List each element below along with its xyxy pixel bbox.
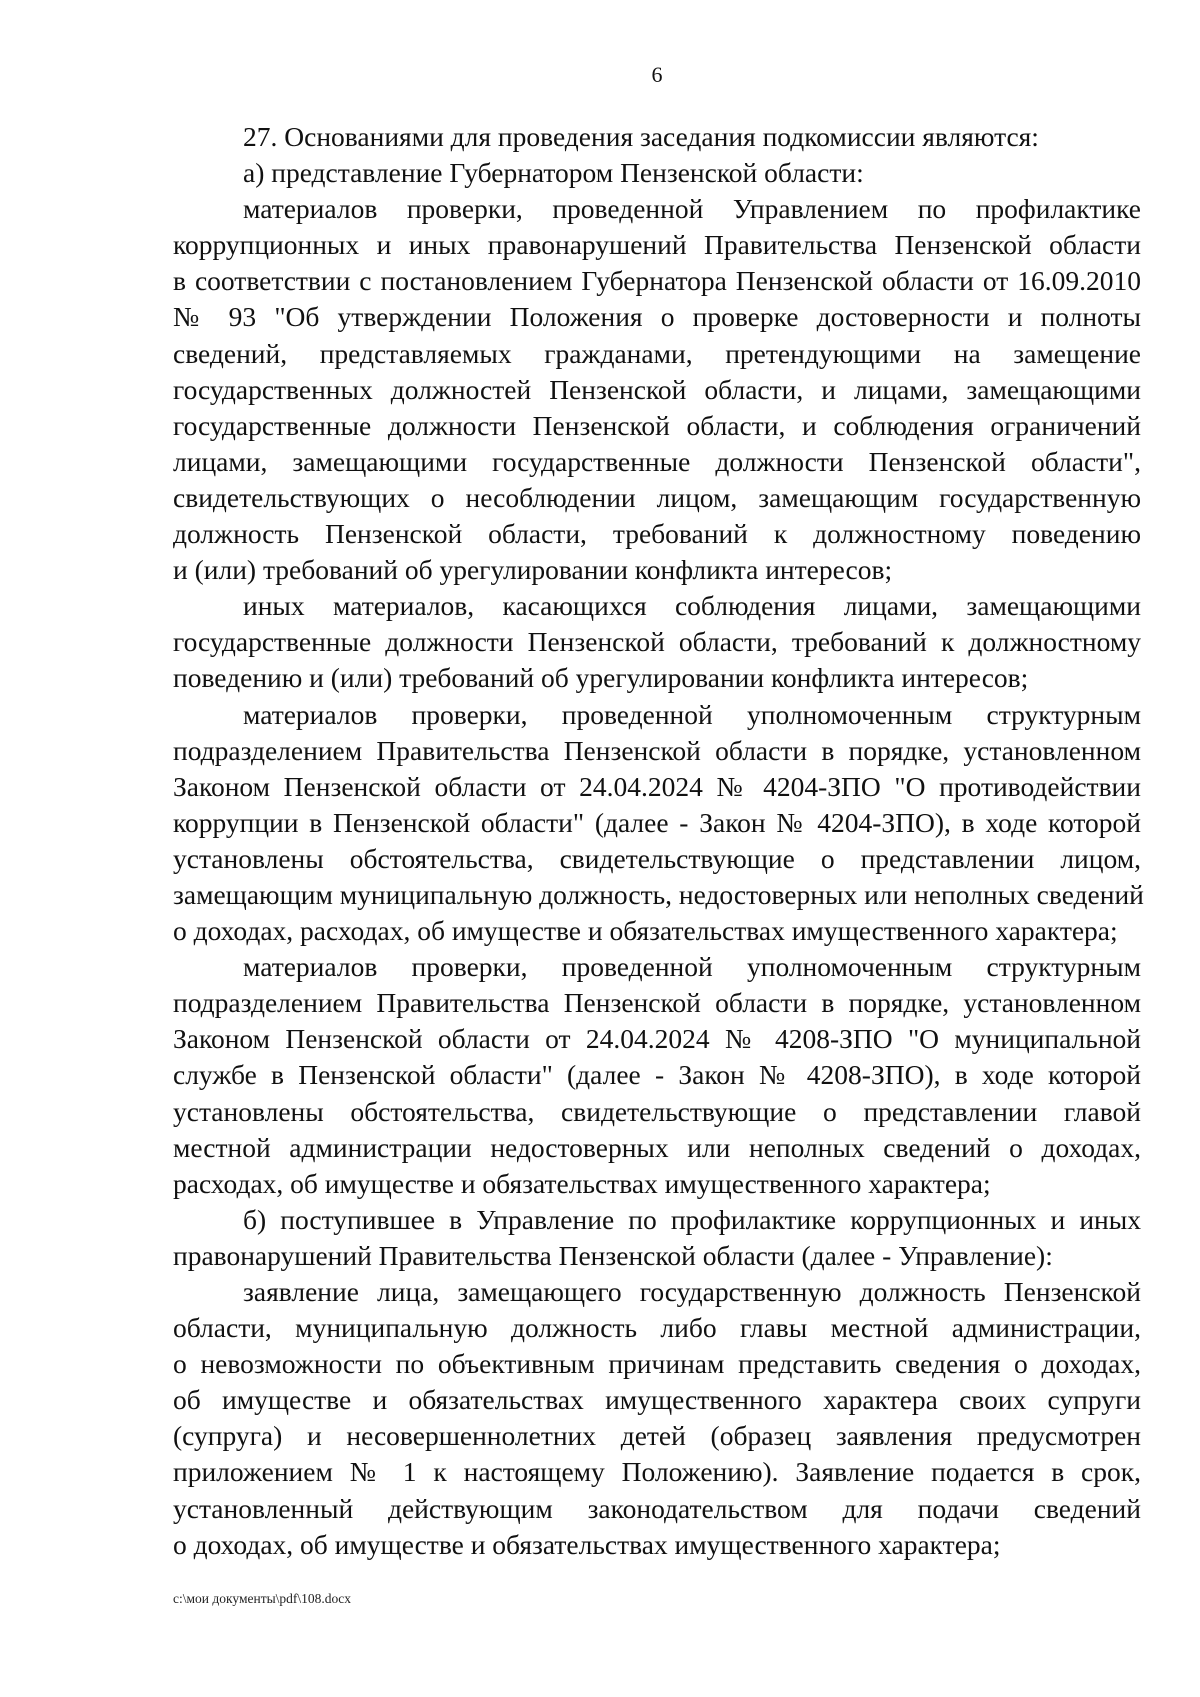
text-line: приложением № 1 к настоящему Положению). Заявление подается в срок, <box>173 1456 1141 1488</box>
text-line: б) поступившее в Управление по профилактике коррупционных и иных <box>243 1203 1141 1235</box>
text-line: должность Пензенской области, требований к должностному поведению <box>173 518 1141 550</box>
text-line: материалов проверки, проведенной уполномоченным структурным <box>243 951 1141 983</box>
text-line: Законом Пензенской области от 24.04.2024 № 4208-ЗПО "О муниципальной <box>173 1023 1141 1055</box>
text-line: 27. Основаниями для проведения заседания подкомиссии являются: <box>243 121 1039 152</box>
text-line: государственные должности Пензенской области, требований к должностному <box>173 626 1141 658</box>
text-line: а) представление Губернатором Пензенской области: <box>243 157 864 189</box>
page-number: 6 <box>651 62 663 87</box>
document-body <box>173 119 1144 1563</box>
text-line: сведений, представляемых гражданами, претендующими на замещение <box>173 337 1141 369</box>
text-line: иных материалов, касающихся соблюдения лицами, замещающими <box>243 590 1141 622</box>
text-line: государственные должности Пензенской области, и соблюдения ограничений <box>173 409 1141 441</box>
text-line: Законом Пензенской области от 24.04.2024 № 4204-ЗПО "О противодействии <box>173 770 1141 802</box>
text-line: местной администрации недостоверных или неполных сведений о доходах, <box>173 1131 1141 1163</box>
text-line: области, муниципальную должность либо главы местной администрации, <box>173 1312 1141 1344</box>
text-line: заявление лица, замещающего государственную должность Пензенской <box>243 1276 1141 1307</box>
text-line: расходах, об имуществе и обязательствах имущественного характера; <box>173 1167 991 1199</box>
text-line: установленный действующим законодательством для подачи сведений <box>173 1492 1141 1524</box>
text-line: лицами, замещающими государственные должности Пензенской области", <box>173 445 1141 477</box>
footer-file-path: c:\мои документы\pdf\108.docx <box>173 1591 352 1606</box>
text-line: свидетельствующих о несоблюдении лицом, замещающим государственную <box>173 481 1141 513</box>
text-line: службе в Пензенской области" (далее - Закон № 4208-ЗПО), в ходе которой <box>173 1059 1141 1091</box>
text-line: о доходах, расходах, об имуществе и обязательствах имущественного характера; <box>173 915 1118 947</box>
text-line: материалов проверки, проведенной Управлением по профилактике <box>243 193 1141 225</box>
text-line: подразделением Правительства Пензенской области в порядке, установленном <box>173 987 1141 1019</box>
text-line: замещающим муниципальную должность, недостоверных или неполных сведений <box>173 878 1144 910</box>
text-line: в соответствии с постановлением Губернатора Пензенской области от 16.09.2010 <box>173 265 1141 297</box>
text-line: об имуществе и обязательствах имущественного характера своих супруги <box>173 1384 1141 1416</box>
text-line: государственных должностей Пензенской области, и лицами, замещающими <box>173 373 1141 405</box>
text-line: установлены обстоятельства, свидетельствующие о представлении лицом, <box>173 842 1141 874</box>
text-line: о доходах, об имуществе и обязательствах имущественного характера; <box>173 1528 1001 1560</box>
text-line: коррупции в Пензенской области" (далее - Закон № 4204-ЗПО), в ходе которой <box>173 806 1141 838</box>
text-line: правонарушений Правительства Пензенской области (далее - Управление): <box>173 1239 1053 1271</box>
text-line: материалов проверки, проведенной уполномоченным структурным <box>243 698 1141 730</box>
text-line: (супруга) и несовершеннолетних детей (образец заявления предусмотрен <box>173 1420 1141 1452</box>
text-line: подразделением Правительства Пензенской области в порядке, установленном <box>173 734 1141 766</box>
text-line: установлены обстоятельства, свидетельствующие о представлении главой <box>173 1095 1141 1127</box>
text-line: поведению и (или) требований об урегулировании конфликта интересов; <box>173 662 1029 694</box>
text-line: и (или) требований об урегулировании конфликта интересов; <box>173 554 893 586</box>
text-line: № 93 "Об утверждении Положения о проверке достоверности и полноты <box>173 301 1141 333</box>
text-line: о невозможности по объективным причинам представить сведения о доходах, <box>173 1348 1141 1380</box>
text-line: коррупционных и иных правонарушений Правительства Пензенской области <box>173 229 1141 261</box>
